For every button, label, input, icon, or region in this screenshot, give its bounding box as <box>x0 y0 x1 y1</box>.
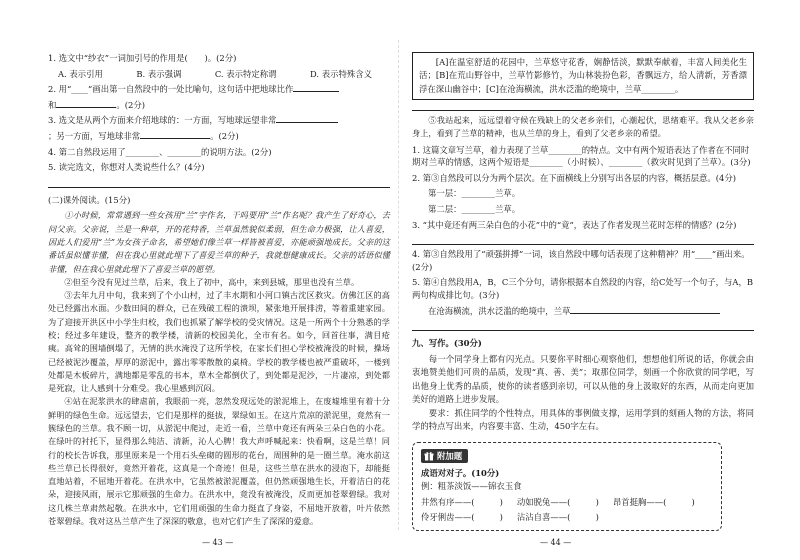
section-extracurricular-reading: (二)课外阅读。(15分) <box>48 194 131 205</box>
paragraph-2: ②但至今没有见过兰草，后来，我上了初中，高中，来到县城，那里也没有兰草。 <box>64 276 360 287</box>
option-d: D. 表示特殊含义 <box>310 68 372 79</box>
option-c: C. 表示特定称谓 <box>214 68 277 79</box>
paragraph-4: ④站在泥浆洪水的肆虐前，我眼前一亮，忽然发现远处的淤泥堆上，在废墟堆里有着十分鲜明的绿色生命。远远望去，它们是那样的挺拔，翠绿如玉。在这片荒凉的淤泥里，竟然有一簇绿色的兰草。我不顾一切，从淤泥中爬过，走近一看，兰草中竟还有两朵三朵白色的小花。在绿叶的衬托下，显得那么纯洁、清新，沁人心脾！我大声呼喊起来：快看啊，这是兰草！同行的校长告诉我，那里原来是一个用石头垒砌的圆形的花台，周围种的是一圈兰草。淹水前这些兰草已长得很好，竟然开着花，这真是一个奇迹！但是，这些兰草在洪水的浸泡下，却能挺直地站着，不屈地开着花。在洪水中，它虽然被淤泥覆盖，但仍然顽强地生长，开着洁白的花朵，迎接风雨，展示它那顽强的生命力。在洪水中，竟没有被淹没，反而更加苍翠碧绿。我对这几株兰草肃然起敬。在洪水中，它们用顽强的生命力挺直了身姿，不屈地开放着，叶片依然苍翠碧绿。我对这丛兰草产生了深深的敬意，也对它们产生了深深的爱意。 <box>48 396 390 526</box>
layer-2: 第二层：________兰草。 <box>428 204 521 214</box>
paragraph-1: ①小时候，常常遇到一些女孩用“兰”字作名，干吗要用“兰”作名呢？我产生了好奇心，去问父亲。父亲说，兰是一种草，开的花特香，兰草虽然貌似柔弱，但生命力极强，让人喜爱，因此人们爱用“兰”为女孩子命名，希望她们像兰草一样皆被喜爱，亦能顽强地成长。父亲的这番话虽似懂非懂，但在我心里就此埋下了喜爱兰草的种子，我就想健康成长。父亲的话语似懂非懂，但在我心里就此埋下了喜爱兰草的愿望。 <box>48 210 390 274</box>
question-3-text: 3. 选文是从两个方面来介绍地球的：一方面，写地球远望非常 <box>48 115 277 126</box>
layer-1: 第一层：________兰草。 <box>428 188 521 199</box>
reading-passage <box>48 209 390 528</box>
question-2-continued <box>48 99 390 112</box>
bonus-example: 例：粗茶淡饭——锦衣玉食 <box>421 481 522 492</box>
idiom-item[interactable]: 昂首挺胸——( ) <box>612 496 695 507</box>
writing-prompt: 每一个同学身上都有闪光点。只要你平时细心观察他们，想想他们所说的话，你就会由衷地赞美他们可贵的品质，发现“真、善、美”；取那位同学，刻画一个你欣赏的同学吧，写出他身上优秀的品质，使你的读者感到亲切，可以从他的身上汲取好的东西，从而走向更加美好的道路上进步发展。 <box>412 353 754 405</box>
right-question-1: 1. 这篇文章写兰草，着力表现了兰草________的特点。文中有两个短语表达了作者在不同时期对兰草的情感，这两个短语是________（小时候）、________（救灾时见到了兰草）。(3分) <box>412 144 751 168</box>
question-2-text-c: 。(2分) <box>116 99 145 110</box>
answer-line[interactable] <box>412 320 754 331</box>
idiom-item[interactable]: 动如脱兔——( ) <box>516 496 599 507</box>
right-page <box>412 52 754 530</box>
question-4: 4. 第二自然段运用了________、________的说明方法。(2分) <box>48 146 272 157</box>
idiom-item[interactable]: 井然有序——( ) <box>421 496 503 507</box>
answer-blank[interactable] <box>56 99 116 108</box>
bonus-title: 成语对对子。(10分) <box>421 468 500 479</box>
question-5-lead-text: 在沧海横流，洪水泛滥的绝境中，兰草 <box>428 305 571 316</box>
question-1-options <box>48 68 390 81</box>
left-page <box>48 52 390 530</box>
idiom-item[interactable]: 沾沾自喜——( ) <box>516 512 599 523</box>
bonus-tag <box>421 449 468 464</box>
answer-blank[interactable] <box>276 114 338 123</box>
right-question-3: 3. “其中竟还有两三朵白色的小花”中的“竟”，表达了作者发现兰花时怎样的情感？(2分) <box>412 219 737 230</box>
answer-blank[interactable] <box>293 83 339 92</box>
writing-requirements: 要求：抓住同学的个性特点，用具体的事例做支撑，运用学到的刻画人物的方法，将同学的特点写出来，内容要丰富、生动，450字左右。 <box>412 407 754 432</box>
page-number-right: — 44 — <box>540 538 572 547</box>
idiom-item[interactable]: 伶牙俐齿——( ) <box>421 512 503 523</box>
bonus-box <box>412 442 722 531</box>
idiom-row-1 <box>421 496 713 509</box>
paragraph-4-continued: [A]在温室舒适的花园中，兰草悠守花香，娴静恬淡，默默奉献着，丰富人间美化生活；[B]在荒山野谷中，兰草竹影修竹，为山林装扮色彩，香飘远方，给人清新，芳香漂浮在深山幽谷中；[C]在沧海横流，洪水泛滥的绝境中，兰草________。 <box>419 57 747 94</box>
question-2-text-b: 和 <box>48 99 57 110</box>
question-1: 1. 选文中“纱衣”一词加引号的作用是( )。(2分) <box>48 53 237 63</box>
bonus-tag-label: 附加题 <box>437 450 463 461</box>
answer-line[interactable] <box>412 100 754 111</box>
question-3-continued <box>48 130 390 143</box>
answer-line[interactable] <box>412 234 754 245</box>
question-3 <box>48 114 390 127</box>
option-b: B. 表示强调 <box>136 68 182 79</box>
answer-line[interactable] <box>48 177 390 188</box>
question-3-text-b: ；另一方面，写地球非常 <box>48 131 141 142</box>
paragraph-5: ⑤我站起来，远远望着守候在残缺上的父老乡亲们，心潮起伏，思绪难平。我从父老乡亲身上，看到了兰草的精神，也从兰草的身上，看到了父老乡亲的希望。 <box>412 115 754 139</box>
question-5-lead <box>412 305 754 318</box>
page-number-left: — 43 — <box>202 538 234 547</box>
center-fold <box>398 40 399 530</box>
passage-continued-box <box>412 52 754 100</box>
answer-blank[interactable] <box>140 130 210 139</box>
right-question-4: 4. 第③自然段用了“顽强拼搏”一词，该自然段中哪句话表现了这种精神？用“____”画出来。(2分) <box>412 249 750 272</box>
writing-section-title: 九、写作。(30分) <box>412 338 482 349</box>
right-question-2: 2. 第③自然段可以分为两个层次。在下面横线上分别写出各层的内容，概括层意。(4分) <box>412 172 737 183</box>
question-3-text-c: 。(2分) <box>210 131 239 142</box>
question-2-text: 2. 用“____”画出第一自然段中的一处比喻句，这句话中把地球比作 <box>48 84 294 95</box>
idiom-row-2 <box>421 511 713 524</box>
gift-icon <box>424 451 434 461</box>
question-2 <box>48 83 390 96</box>
answer-blank[interactable] <box>570 305 720 314</box>
question-5: 5. 读完选文，你想对人类说些什么？(4分) <box>48 162 205 173</box>
option-a: A. 表示引用 <box>58 68 103 79</box>
paragraph-3: ③去年九月中旬，我来到了个小山村，过了丰水期和小河口镇古沈区救灾。仿佛江区的高处已经露出水面。少数田间的群众，已在残破工程的溃坝，紧张地开展排涝，等着重建家园。为了迎接开洪区中小学生归校，我们也抓紧了解学校的受灾情况。这是一所两个十分熟悉的学校；经过多年建设，整齐的教学楼，清新的校园美化，全市有名。如今，回首往事，满目疮痍。高耸的围墙倒塌了，无情的洪水淹没了这所学校，在家长们担心学校被淹没的时候，操场已经被泥沙覆盖，厚厚的淤泥中，露出零零散散的桌椅。学校的教学楼也被严重破坏，一楼到处都是木板碎片，满地都是零乱的书本，草木全都倒伏了，到处都是泥沙，一片凄凉，到处都是死寂，让人感到十分难受。我心里感到沉闷。 <box>48 290 390 394</box>
right-question-5: 5. 第④自然段用A，B，C三个分句，请你根据本自然段的内容，给C处写一个句子，与A，B两句构成排比句。(3分) <box>412 277 753 301</box>
